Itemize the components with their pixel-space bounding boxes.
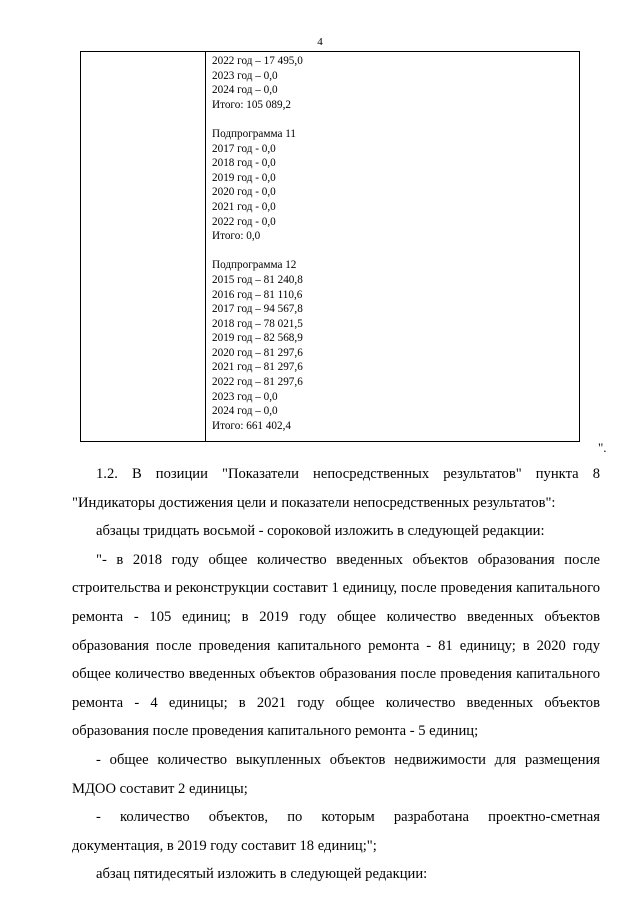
table-line: 2021 год – 81 297,6 [212, 361, 303, 374]
table-line: Итого: 105 089,2 [212, 98, 291, 111]
paragraph: "- в 2018 году общее количество введенных объектов образования после строительства и реконструкции составит 1 единицу, после проведения капитального ремонта - 105 единиц; в 2019 году общее количество введенных объектов образования после проведения капитального ремонта - 81 единицу; в 2020 году общее количество введенных объектов образования после проведения капитального ремонта - 4 единицы; в 2021 году общее количество введенных объектов образования после проведения капитального ремонта - 5 единиц; [72, 551, 600, 740]
table-line: 2024 год – 0,0 [212, 405, 278, 418]
table-line: Подпрограмма 11 [212, 127, 296, 140]
paragraph: абзац пятидесятый изложить в следующей редакции: [96, 866, 428, 883]
table-line: 2022 год – 17 495,0 [212, 55, 303, 67]
table-line: 2021 год - 0,0 [212, 200, 276, 213]
table-line: 2022 год – 81 297,6 [212, 376, 303, 389]
funding-group-subprogram-12 [212, 258, 572, 433]
table-line: 2016 год – 81 110,6 [212, 288, 303, 301]
funding-group-subprogram-11 [212, 127, 572, 244]
table-line: 2015 год – 81 240,8 [212, 273, 303, 286]
table-line: 2024 год – 0,0 [212, 84, 278, 97]
table-column-divider [205, 52, 206, 441]
table-line: 2023 год – 0,0 [212, 390, 278, 403]
funding-table [80, 51, 580, 442]
table-line: 2020 год - 0,0 [212, 186, 276, 199]
table-line: 2023 год – 0,0 [212, 69, 278, 82]
table-line: Подпрограмма 12 [212, 259, 297, 272]
table-line: 2018 год – 78 021,5 [212, 317, 303, 330]
line-gap [212, 112, 572, 127]
paragraph: - общее количество выкупленных объектов недвижимости для размещения МДОО составит 2 единицы; [72, 751, 600, 797]
body-text [72, 460, 600, 889]
table-line: Итого: 661 402,4 [212, 419, 291, 432]
table-line: 2018 год - 0,0 [212, 157, 276, 170]
funding-group-totals [212, 54, 572, 112]
table-line: 2017 год – 94 567,8 [212, 303, 303, 316]
table-cell-funding [212, 54, 572, 433]
table-line: 2017 год - 0,0 [212, 142, 276, 155]
table-line: 2022 год - 0,0 [212, 215, 276, 228]
table-line: 2019 год - 0,0 [212, 171, 276, 184]
paragraph: абзацы тридцать восьмой - сороковой изложить в следующей редакции: [96, 523, 545, 540]
table-line: Итого: 0,0 [212, 230, 261, 243]
paragraph: - количество объектов, по которым разработана проектно-сметная документация, в 2019 году составит 18 единиц;"; [72, 809, 600, 854]
table-line: 2020 год – 81 297,6 [212, 346, 303, 359]
closing-quote: ". [598, 440, 607, 455]
line-gap [212, 244, 572, 259]
page-number: 4 [317, 36, 323, 48]
paragraph: 1.2. В позиции "Показатели непосредственных результатов" пункта 8 "Индикаторы достижения цели и показатели непосредственных результатов": [72, 466, 600, 511]
table-line: 2019 год – 82 568,9 [212, 332, 303, 345]
